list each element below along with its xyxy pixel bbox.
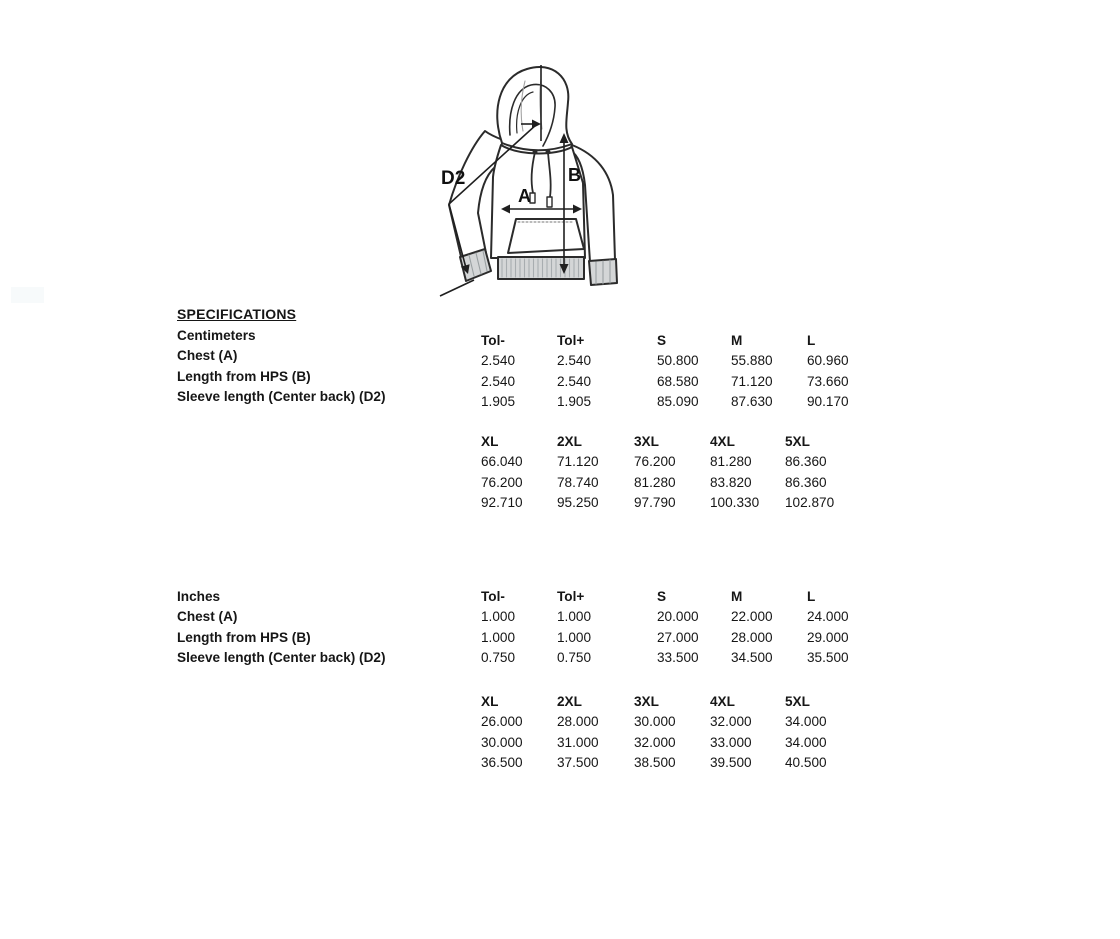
unit-label-inches: Inches (177, 589, 221, 604)
measurement-value: 81.280 (634, 474, 676, 490)
centimeters-row-labels (177, 346, 386, 407)
measurement-value: 2.540 (481, 373, 516, 389)
measurement-value: 2.540 (557, 373, 592, 389)
measurement-value: 78.740 (557, 474, 599, 490)
measurement-value: 34.000 (785, 734, 827, 750)
spec-row-label: Length from HPS (B) (177, 368, 311, 384)
measurement-value: 71.120 (557, 454, 599, 470)
spec-row-label: Chest (A) (177, 348, 238, 364)
size-column-header: Tol+ (557, 333, 585, 348)
size-column-header: XL (481, 434, 499, 449)
size-table-value-row (481, 493, 875, 513)
inches-label-stack (177, 587, 386, 668)
measurement-value: 0.750 (481, 650, 516, 666)
measurement-value: 30.000 (634, 714, 676, 730)
measurement-value: 34.500 (731, 650, 773, 666)
measurement-value: 2.540 (481, 353, 516, 369)
measurement-value: 97.790 (634, 495, 676, 511)
chest-label: A (518, 186, 531, 206)
measurement-value: 1.000 (557, 629, 592, 645)
measurement-value: 86.360 (785, 474, 827, 490)
measurement-value: 83.820 (710, 474, 752, 490)
specifications-title: SPECIFICATIONS (177, 306, 297, 322)
hood (497, 67, 572, 150)
size-column-header: 5XL (785, 694, 810, 709)
length-hps-label: B (568, 165, 581, 185)
measurement-value: 81.280 (710, 454, 752, 470)
size-column-header: 5XL (785, 434, 810, 449)
size-column-header: M (731, 333, 743, 348)
size-table-header-row (481, 331, 887, 351)
size-column-header: L (807, 589, 816, 604)
measurement-value: 37.500 (557, 755, 599, 771)
measurement-value: 1.000 (481, 629, 516, 645)
kangaroo-pocket (508, 219, 584, 253)
measurement-value: 71.120 (731, 373, 773, 389)
measurement-value: 33.500 (657, 650, 699, 666)
inches-row-labels (177, 607, 386, 668)
unit-label-centimeters: Centimeters (177, 328, 256, 343)
measurement-value: 86.360 (785, 454, 827, 470)
size-table-value-row (481, 351, 887, 371)
hoodie-diagram (425, 55, 665, 300)
measurement-value: 40.500 (785, 755, 827, 771)
size-table-header-row (481, 692, 875, 712)
measurement-value: 30.000 (481, 734, 523, 750)
in-size-table-s-m-l (481, 587, 887, 668)
measurement-value: 28.000 (557, 714, 599, 730)
size-column-header: 3XL (634, 434, 659, 449)
size-column-header: Tol+ (557, 589, 585, 604)
measurement-value: 39.500 (710, 755, 752, 771)
measurement-value: 1.000 (481, 609, 516, 625)
size-column-header: XL (481, 694, 499, 709)
measurement-value: 66.040 (481, 454, 523, 470)
size-table-header-row (481, 587, 887, 607)
measurement-value: 87.630 (731, 394, 773, 410)
size-table-value-row (481, 628, 887, 648)
size-table-header-row (481, 432, 875, 452)
measurement-value: 38.500 (634, 755, 676, 771)
measurement-value: 95.250 (557, 495, 599, 511)
size-column-header: 2XL (557, 434, 582, 449)
measurement-value: 34.000 (785, 714, 827, 730)
size-column-header: L (807, 333, 816, 348)
spec-row-label: Chest (A) (177, 609, 238, 625)
size-table-value-row (481, 473, 875, 493)
measurement-value: 36.500 (481, 755, 523, 771)
size-table-value-row (481, 753, 875, 773)
measurement-value: 50.800 (657, 353, 699, 369)
measurement-value: 27.000 (657, 629, 699, 645)
size-column-header: Tol- (481, 589, 505, 604)
size-table-value-row (481, 452, 875, 472)
measurement-value: 85.090 (657, 394, 699, 410)
size-column-header: 4XL (710, 694, 735, 709)
measurement-value: 100.330 (710, 495, 760, 511)
in-size-table-xl-5xl (481, 692, 875, 773)
measurement-value: 1.000 (557, 609, 592, 625)
measurement-value: 35.500 (807, 650, 849, 666)
measurement-value: 1.905 (557, 394, 592, 410)
measurement-value: 90.170 (807, 394, 849, 410)
cm-size-table-xl-5xl (481, 432, 875, 513)
size-column-header: M (731, 589, 743, 604)
measurement-value: 76.200 (634, 454, 676, 470)
measurement-value: 28.000 (731, 629, 773, 645)
size-column-header: S (657, 589, 667, 604)
measurement-value: 29.000 (807, 629, 849, 645)
spec-row-label: Sleeve length (Center back) (D2) (177, 650, 386, 666)
size-table-value-row (481, 392, 887, 412)
measurement-value: 76.200 (481, 474, 523, 490)
size-column-header: 3XL (634, 694, 659, 709)
spec-row-label: Sleeve length (Center back) (D2) (177, 389, 386, 405)
measurement-value: 68.580 (657, 373, 699, 389)
measurement-value: 33.000 (710, 734, 752, 750)
size-table-value-row (481, 607, 887, 627)
measurement-value: 22.000 (731, 609, 773, 625)
sleeve-length-label: D2 (441, 168, 466, 189)
measurement-value: 32.000 (634, 734, 676, 750)
cm-size-table-s-m-l (481, 331, 887, 412)
measurement-value: 102.870 (785, 495, 835, 511)
size-column-header: Tol- (481, 333, 505, 348)
measurement-value: 2.540 (557, 353, 592, 369)
size-table-value-row (481, 712, 875, 732)
measurement-value: 92.710 (481, 495, 523, 511)
measurement-value: 31.000 (557, 734, 599, 750)
size-table-value-row (481, 733, 875, 753)
size-table-value-row (481, 648, 887, 668)
measurement-value: 60.960 (807, 353, 849, 369)
spec-row-label: Length from HPS (B) (177, 629, 311, 645)
measurement-value: 20.000 (657, 609, 699, 625)
measurement-value: 55.880 (731, 353, 773, 369)
measurement-value: 26.000 (481, 714, 523, 730)
measurement-value: 1.905 (481, 394, 516, 410)
measurement-value: 73.660 (807, 373, 849, 389)
size-column-header: 2XL (557, 694, 582, 709)
size-column-header: S (657, 333, 667, 348)
measurement-value: 32.000 (710, 714, 752, 730)
size-column-header: 4XL (710, 434, 735, 449)
scan-artifact (11, 287, 44, 303)
centimeters-label-stack (177, 326, 386, 407)
measurement-value: 24.000 (807, 609, 849, 625)
size-table-value-row (481, 372, 887, 392)
measurement-value: 0.750 (557, 650, 592, 666)
